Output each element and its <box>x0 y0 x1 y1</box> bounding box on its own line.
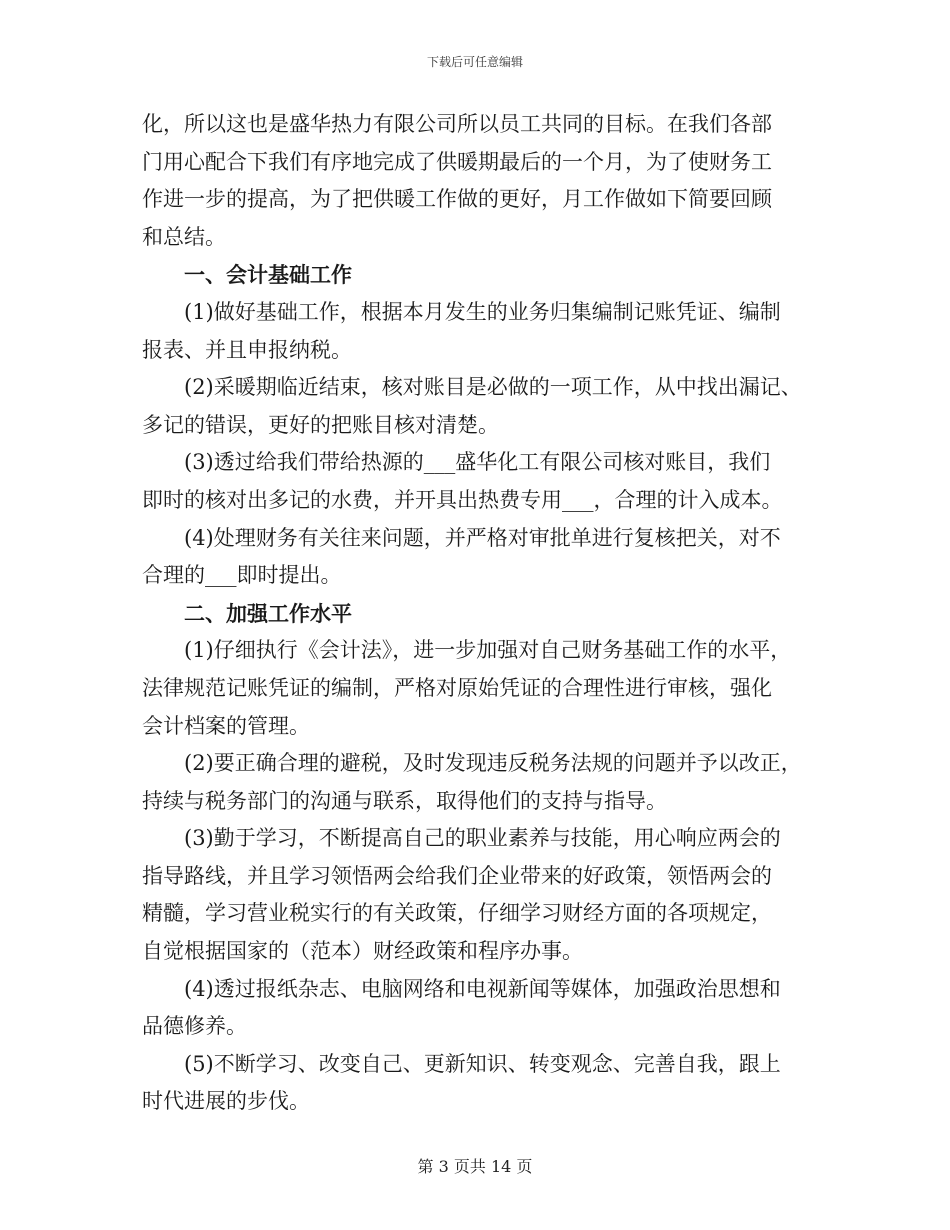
text-line: (3)透过给我们带给热源的___盛华化工有限公司核对账目，我们 <box>184 450 771 475</box>
page-header: 下载后可任意编辑 <box>426 55 523 69</box>
text-line: 法律规范记账凭证的编制，严格对原始凭证的合理性进行审核，强化 <box>142 675 772 700</box>
text-line: 即时的核对出多记的水费，并开具出热费专用___，合理的计入成本。 <box>142 487 783 512</box>
text-line: 指导路线，并且学习领悟两会给我们企业带来的好政策，领悟两会的 <box>142 863 772 888</box>
text-line: 报表、并且申报纳税。 <box>142 337 352 362</box>
text-line: 时代进展的步伐。 <box>142 1089 310 1114</box>
section-heading: 一、会计基础工作 <box>184 262 352 288</box>
page-footer: 第 3 页共 14 页 <box>417 1157 533 1176</box>
text-line: (3)勤于学习，不断提高自己的职业素养与技能，用心响应两会的 <box>184 826 781 851</box>
text-line: 品德修养。 <box>142 1014 247 1039</box>
text-line: (2)采暖期临近结束，核对账目是必做的一项工作，从中找出漏记、 <box>184 375 802 400</box>
text-line: 门用心配合下我们有序地完成了供暖期最后的一个月，为了使财务工 <box>142 149 772 174</box>
text-line: (1)仔细执行《会计法》，进一步加强对自己财务基础工作的水平， <box>184 638 792 663</box>
text-line: (2)要正确合理的避税，及时发现违反税务法规的问题并予以改正， <box>184 751 802 776</box>
text-line: 合理的___即时提出。 <box>142 563 342 588</box>
text-line: 化，所以这也是盛华热力有限公司所以员工共同的目标。在我们各部 <box>142 112 772 136</box>
text-line: 自觉根据国家的（范本）财经政策和程序办事。 <box>142 939 583 964</box>
text-line: 精髓，学习营业税实行的有关政策，仔细学习财经方面的各项规定， <box>142 901 772 926</box>
text-line: (4)处理财务有关往来问题，并严格对审批单进行复核把关，对不 <box>184 525 781 550</box>
section-heading: 二、加强工作水平 <box>184 600 352 626</box>
text-line: 会计档案的管理。 <box>142 713 310 738</box>
text-line: (1)做好基础工作，根据本月发生的业务归集编制记账凭证、编制 <box>184 299 781 324</box>
text-line: 和总结。 <box>142 224 226 249</box>
text-line: (4)透过报纸杂志、电脑网络和电视新闻等媒体，加强政治思想和 <box>184 976 781 1001</box>
text-line: 多记的错误，更好的把账目核对清楚。 <box>142 412 499 437</box>
text-line: (5)不断学习、改变自己、更新知识、转变观念、完善自我，跟上 <box>184 1051 781 1076</box>
document-body <box>142 106 832 1121</box>
text-line: 持续与税务部门的沟通与联系，取得他们的支持与指导。 <box>142 788 667 813</box>
text-line: 作进一步的提高，为了把供暖工作做的更好，月工作做如下简要回顾 <box>142 187 772 212</box>
